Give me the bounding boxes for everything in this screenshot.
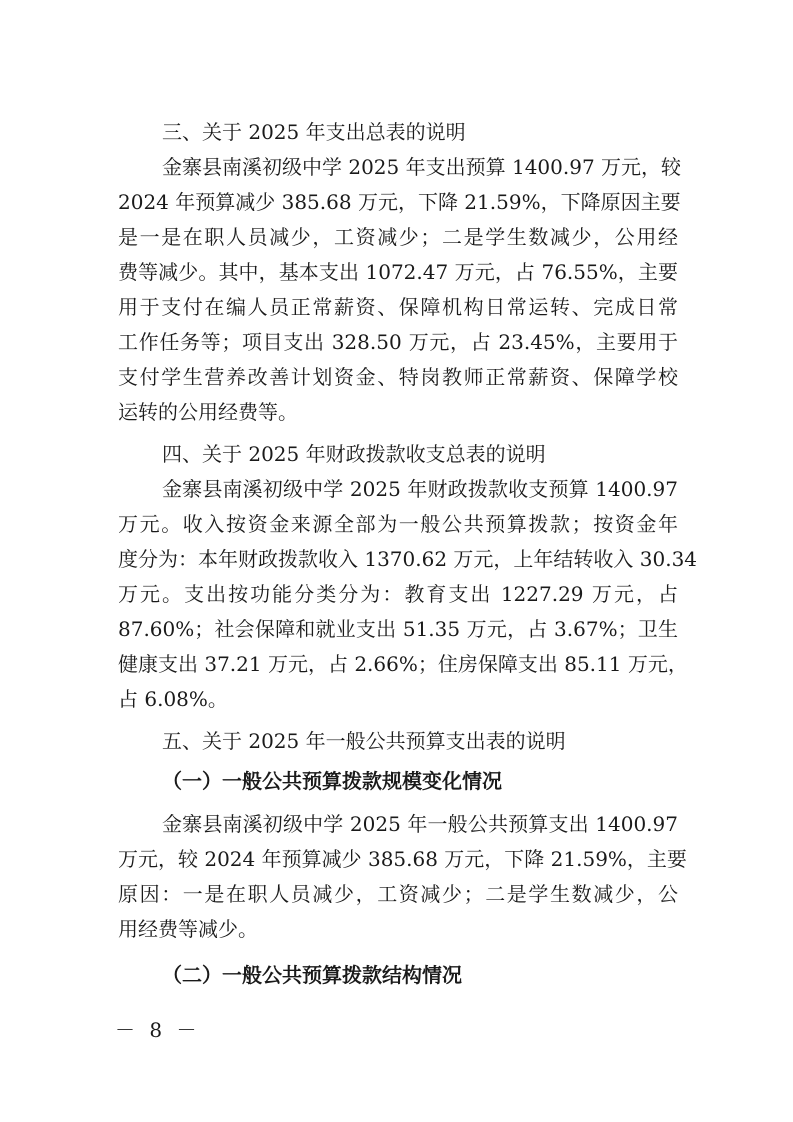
- section5-sub1-line-1: 金寨县南溪初级中学 2025 年一般公共预算支出 1400.97: [162, 812, 678, 836]
- section4-line-7: 占 6.08%。: [118, 687, 228, 711]
- section3-line-1: 金寨县南溪初级中学 2025 年支出预算 1400.97 万元，较: [162, 155, 682, 179]
- section5-heading: 五、关于 2025 年一般公共预算支出表的说明: [162, 729, 566, 753]
- section3-line-5: 用于支付在编人员正常薪资、保障机构日常运转、完成日常: [118, 295, 678, 319]
- section4-heading: 四、关于 2025 年财政拨款收支总表的说明: [162, 442, 546, 466]
- section5-sub1-line-4: 用经费等减少。: [118, 917, 258, 941]
- section3-line-7: 支付学生营养改善计划资金、特岗教师正常薪资、保障学校: [118, 365, 678, 389]
- section3-line-6: 工作任务等；项目支出 328.50 万元，占 23.45%，主要用于: [118, 330, 678, 354]
- section5-sub1-line-3: 原因：一是在职人员减少，工资减少；二是学生数减少，公: [118, 882, 678, 906]
- section4-line-6: 健康支出 37.21 万元，占 2.66%；住房保障支出 85.11 万元，: [118, 652, 688, 676]
- section3-line-2: 2024 年预算减少 385.68 万元，下降 21.59%，下降原因主要: [118, 190, 681, 214]
- section4-line-3: 度分为：本年财政拨款收入 1370.62 万元，上年结转收入 30.34: [118, 547, 698, 571]
- section4-line-5: 87.60%；社会保障和就业支出 51.35 万元，占 3.67%；卫生: [118, 617, 678, 641]
- section4-line-4: 万元。支出按功能分类分为：教育支出 1227.29 万元，占: [118, 582, 678, 606]
- section3-line-8: 运转的公用经费等。: [118, 400, 298, 424]
- section5-sub1-heading: （一）一般公共预算拨款规模变化情况: [162, 769, 502, 793]
- section4-line-1: 金寨县南溪初级中学 2025 年财政拨款收支预算 1400.97: [162, 477, 678, 501]
- section3-line-3: 是一是在职人员减少，工资减少；二是学生数减少，公用经: [118, 225, 678, 249]
- page-number: － 8 －: [115, 1018, 201, 1042]
- section3-heading: 三、关于 2025 年支出总表的说明: [162, 120, 466, 144]
- section5-sub2-heading: （二）一般公共预算拨款结构情况: [162, 963, 462, 987]
- section3-line-4: 费等减少。其中，基本支出 1072.47 万元，占 76.55%，主要: [118, 260, 678, 284]
- section5-sub1-line-2: 万元，较 2024 年预算减少 385.68 万元，下降 21.59%，主要: [118, 847, 687, 871]
- section4-line-2: 万元。收入按资金来源全部为一般公共预算拨款；按资金年: [118, 512, 678, 536]
